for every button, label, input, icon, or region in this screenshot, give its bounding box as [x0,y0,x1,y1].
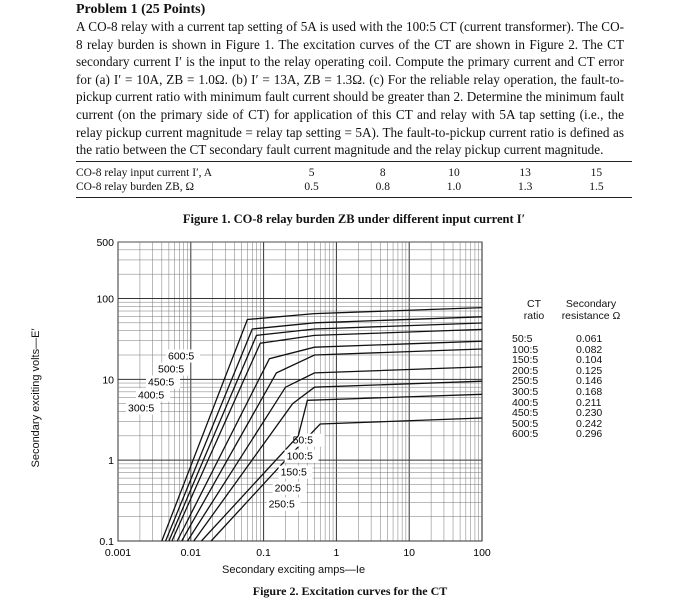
curve-label: 100:5 [286,450,313,463]
ct-ratio-cell: 600:5 [512,428,539,441]
burden-row2-label: CO-8 relay burden ZB, Ω [76,180,276,198]
plot-frame [118,242,482,541]
excitation-curve [177,341,482,541]
burden-row1-label: CO-8 relay input current I′, A [76,162,276,181]
ct-ratio-cell: 500:5 [512,417,539,430]
ct-ratio-cell: 200:5 [512,364,539,377]
current-cell: 8 [347,162,418,181]
burden-cell: 1.0 [418,180,489,198]
curve-label: 250:5 [268,498,295,511]
curve-label: 200:5 [274,482,301,495]
ct-resistance-cell: 0.296 [576,428,603,441]
ct-header-res-line1: Secondary [565,298,617,310]
ct-ratio-cell: 400:5 [512,396,539,409]
ct-header-ratio-line1: CT [527,298,541,310]
excitation-curve [172,329,482,541]
burden-cell: 0.5 [276,180,347,198]
excitation-curve [182,349,482,541]
ct-ratio-cell: 250:5 [512,375,539,388]
figure2-caption: Figure 2. Excitation curves for the CT [252,584,448,598]
ct-resistance-cell: 0.104 [576,354,603,367]
ct-ratio-cell: 300:5 [512,385,539,398]
ct-resistance-cell: 0.211 [576,396,602,409]
ct-resistance-cell: 0.082 [576,343,603,356]
x-tick-label: 0.01 [180,547,202,559]
ct-ratio-cell: 100:5 [512,343,539,356]
excitation-curve [211,418,482,541]
curve-label: 600:5 [168,350,195,363]
current-cell: 10 [418,162,489,181]
current-cell: 5 [276,162,347,181]
y-tick-label: 100 [96,293,114,306]
x-tick-label: 100 [473,547,491,559]
x-axis-label: Secondary exciting amps—Ie [222,564,366,576]
x-tick-label: 0.001 [104,547,132,559]
figure1-caption: Figure 1. CO-8 relay burden ZB under different input current I′ [182,212,526,226]
excitation-curve [194,381,482,541]
y-tick-label: 10 [102,374,114,387]
burden-cell: 1.5 [561,180,632,198]
curve-label: 400:5 [138,389,165,402]
y-tick-label: 0.1 [99,536,114,548]
ct-header-res-line2: resistance Ω [561,310,621,322]
ct-resistance-cell: 0.230 [576,407,603,420]
x-tick-label: 1 [333,547,340,559]
problem-statement: A CO-8 relay with a current tap setting of 5A is used with the 100:5 CT (current transformer). The CO-8 relay burden is shown in Figure 1. The excitation curves of the CT are shown in Figure 2. The CT secondary current I′ is the input to the relay operating coil. Compute the primary current and CT error for (a) I′ = 10A, ZB = 1.0Ω. (b) I′ = 13A, ZB = 1.3Ω. (c) For the reliable relay operation, the fault-to-pickup current ratio with minimum fault current should be greater than 2. Determine the minimum fault current (on the primary side of CT) for application of this CT and relay with 5A tap setting (i.e., the relay pickup current magnitude = relay tap setting = 5A). The fault-to-pickup current ratio is defined as the ratio between the CT secondary fault current magnitude and the relay pickup current magnitude. [76,19,624,158]
y-axis-label: Secondary exciting volts—E′ [30,328,42,468]
ct-resistance-cell: 0.168 [576,385,603,398]
curve-label: 150:5 [280,466,307,479]
x-tick-label: 0.1 [256,547,271,559]
problem-title: Problem 1 (25 Points) [76,2,206,17]
y-tick-label: 500 [96,237,114,249]
x-tick-label: 10 [403,547,416,559]
current-cell: 15 [561,162,632,181]
burden-cell: 1.3 [490,180,561,198]
ct-resistance-cell: 0.146 [576,375,603,388]
burden-cell: 0.8 [347,180,418,198]
excitation-curve [169,323,482,541]
ct-resistance-cell: 0.242 [576,417,603,430]
ct-ratio-cell: 50:5 [512,333,533,345]
y-tick-label: 1 [108,455,114,468]
curve-label: 50:5 [292,434,314,447]
ct-ratio-cell: 450:5 [512,407,539,420]
curve-label: 450:5 [148,376,175,389]
curve-label: 300:5 [128,402,155,415]
ct-header-ratio-line2: ratio [523,310,545,322]
curve-label: 500:5 [158,363,185,376]
excitation-curve [201,394,482,541]
ct-resistance-cell: 0.061 [576,333,603,345]
ct-ratio-cell: 150:5 [512,354,539,367]
ct-resistance-cell: 0.125 [576,364,603,377]
current-cell: 13 [490,162,561,181]
